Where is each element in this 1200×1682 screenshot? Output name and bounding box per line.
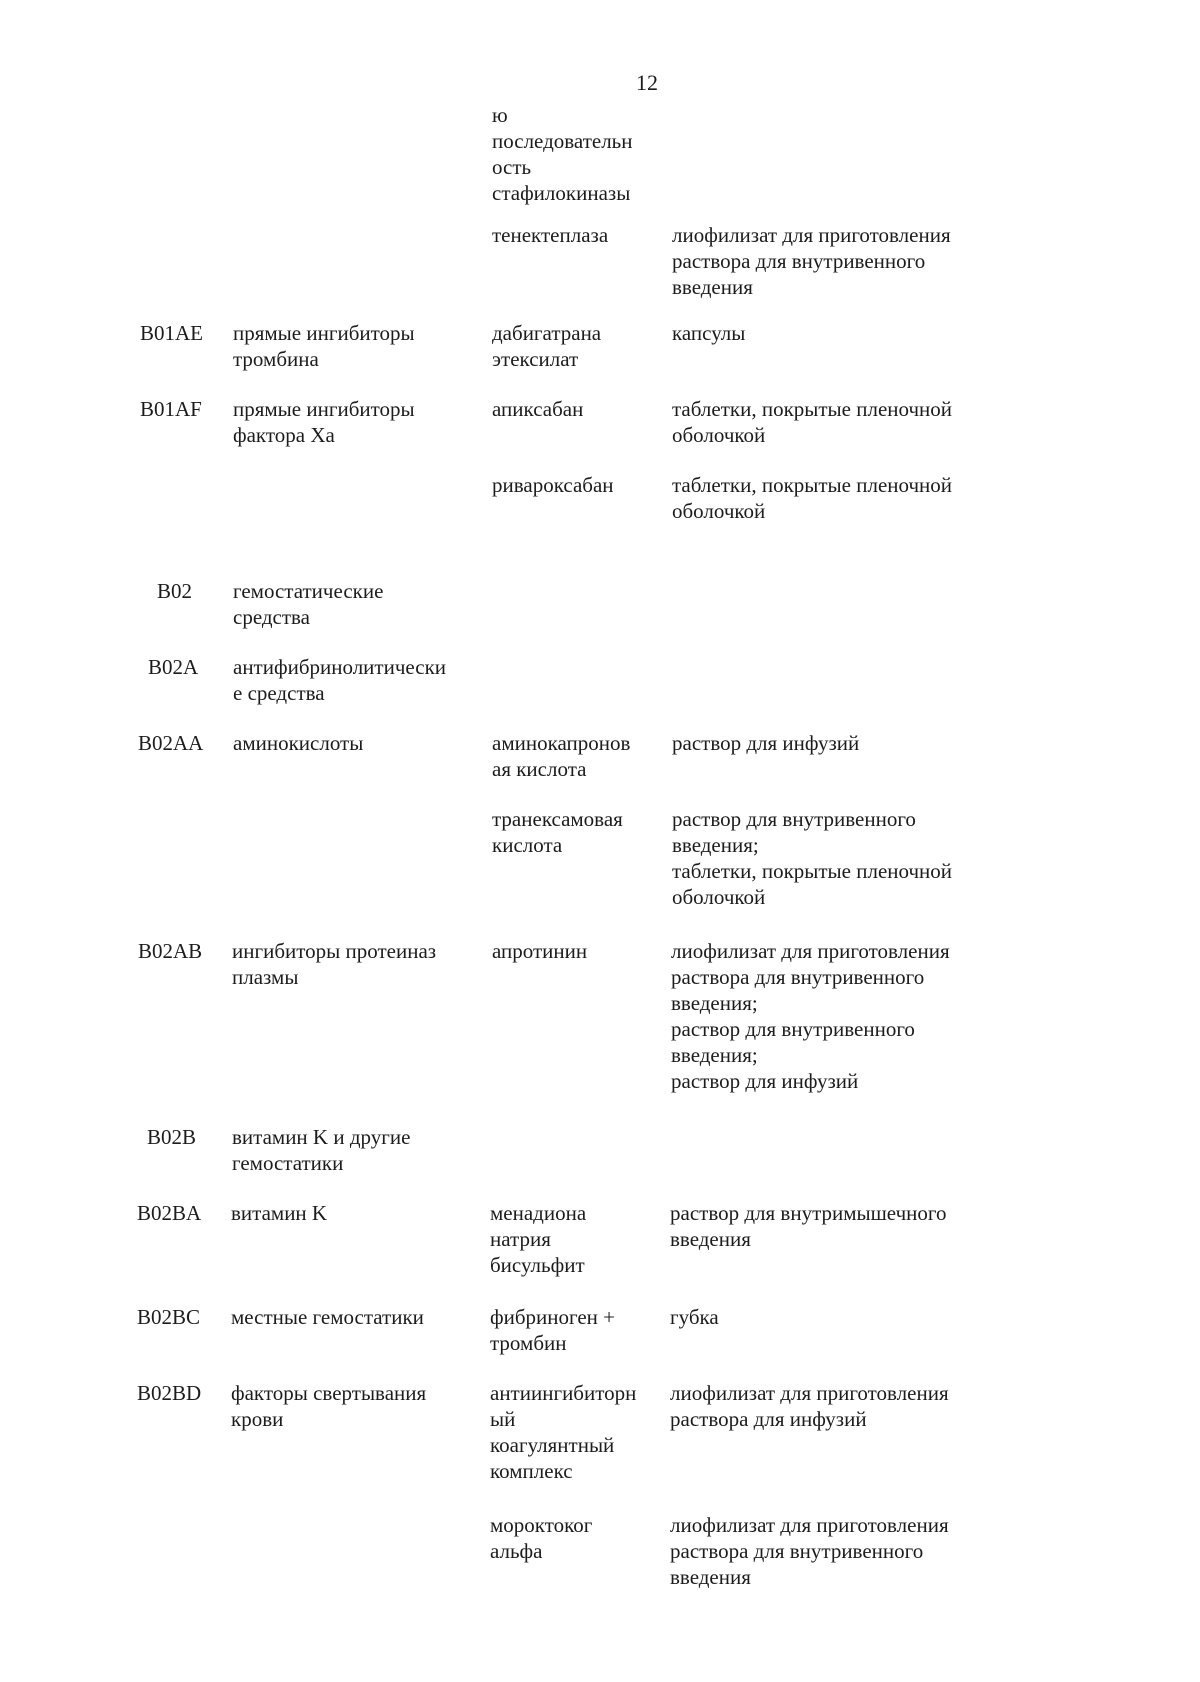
active-substance: апротинин [492, 939, 588, 963]
anatomical-therapeutic-group: факторы свертывания крови [231, 1381, 427, 1431]
atc-code: B02AB [138, 939, 203, 963]
dosage-form: лиофилизат для приготовления раствора для инфузий [670, 1381, 949, 1431]
active-substance: апиксабан [492, 397, 584, 421]
dosage-form: лиофилизат для приготовления раствора для внутривенного введения [672, 223, 951, 299]
atc-code: B02BD [137, 1381, 202, 1405]
atc-code: B01AF [140, 397, 202, 421]
active-substance: антиингибиторн ый коагулянтный комплекс [490, 1381, 637, 1483]
anatomical-therapeutic-group: гемостатические средства [233, 579, 384, 629]
anatomical-therapeutic-group: прямые ингибиторы тромбина [233, 321, 415, 371]
dosage-form: лиофилизат для приготовления раствора для внутривенного введения; раствор для внутривенного введения; раствор для инфузий [671, 939, 950, 1093]
anatomical-therapeutic-group: ингибиторы протеиназ плазмы [232, 939, 437, 989]
anatomical-therapeutic-group: витамин K и другие гемостатики [232, 1125, 411, 1175]
active-substance: ю последовательн ость стафилокиназы [492, 103, 633, 205]
dosage-form: лиофилизат для приготовления раствора для внутривенного введения [670, 1513, 949, 1589]
anatomical-therapeutic-group: местные гемостатики [231, 1305, 424, 1329]
active-substance: ривароксабан [492, 473, 614, 497]
atc-code: B01AE [140, 321, 203, 345]
atc-code: B02BA [137, 1201, 202, 1225]
page-number: 12 [636, 70, 658, 95]
atc-code: B02BC [137, 1305, 201, 1329]
dosage-form: таблетки, покрытые пленочной оболочкой [672, 397, 953, 447]
anatomical-therapeutic-group: аминокислоты [233, 731, 364, 755]
dosage-form: раствор для внутривенного введения; таблетки, покрытые пленочной оболочкой [672, 807, 953, 909]
anatomical-therapeutic-group: витамин K [231, 1201, 328, 1225]
active-substance: аминокапронов ая кислота [492, 731, 631, 781]
atc-code: B02 [157, 579, 193, 603]
atc-code: B02AA [138, 731, 204, 755]
dosage-form: таблетки, покрытые пленочной оболочкой [672, 473, 953, 523]
active-substance: фибриноген + тромбин [490, 1305, 615, 1355]
active-substance: менадиона натрия бисульфит [490, 1201, 587, 1277]
atc-code: B02A [148, 655, 199, 679]
dosage-form: капсулы [672, 321, 746, 345]
active-substance: транексамовая кислота [492, 807, 623, 857]
active-substance: мороктоког альфа [490, 1513, 593, 1563]
dosage-form: губка [670, 1305, 719, 1329]
dosage-form: раствор для инфузий [672, 731, 860, 755]
anatomical-therapeutic-group: прямые ингибиторы фактора Xa [233, 397, 415, 447]
dosage-form: раствор для внутримышечного введения [670, 1201, 947, 1251]
atc-code: B02B [147, 1125, 197, 1149]
active-substance: тенектеплаза [492, 223, 609, 247]
anatomical-therapeutic-group: антифибринолитически е средства [233, 655, 447, 705]
active-substance: дабигатрана этексилат [492, 321, 602, 371]
